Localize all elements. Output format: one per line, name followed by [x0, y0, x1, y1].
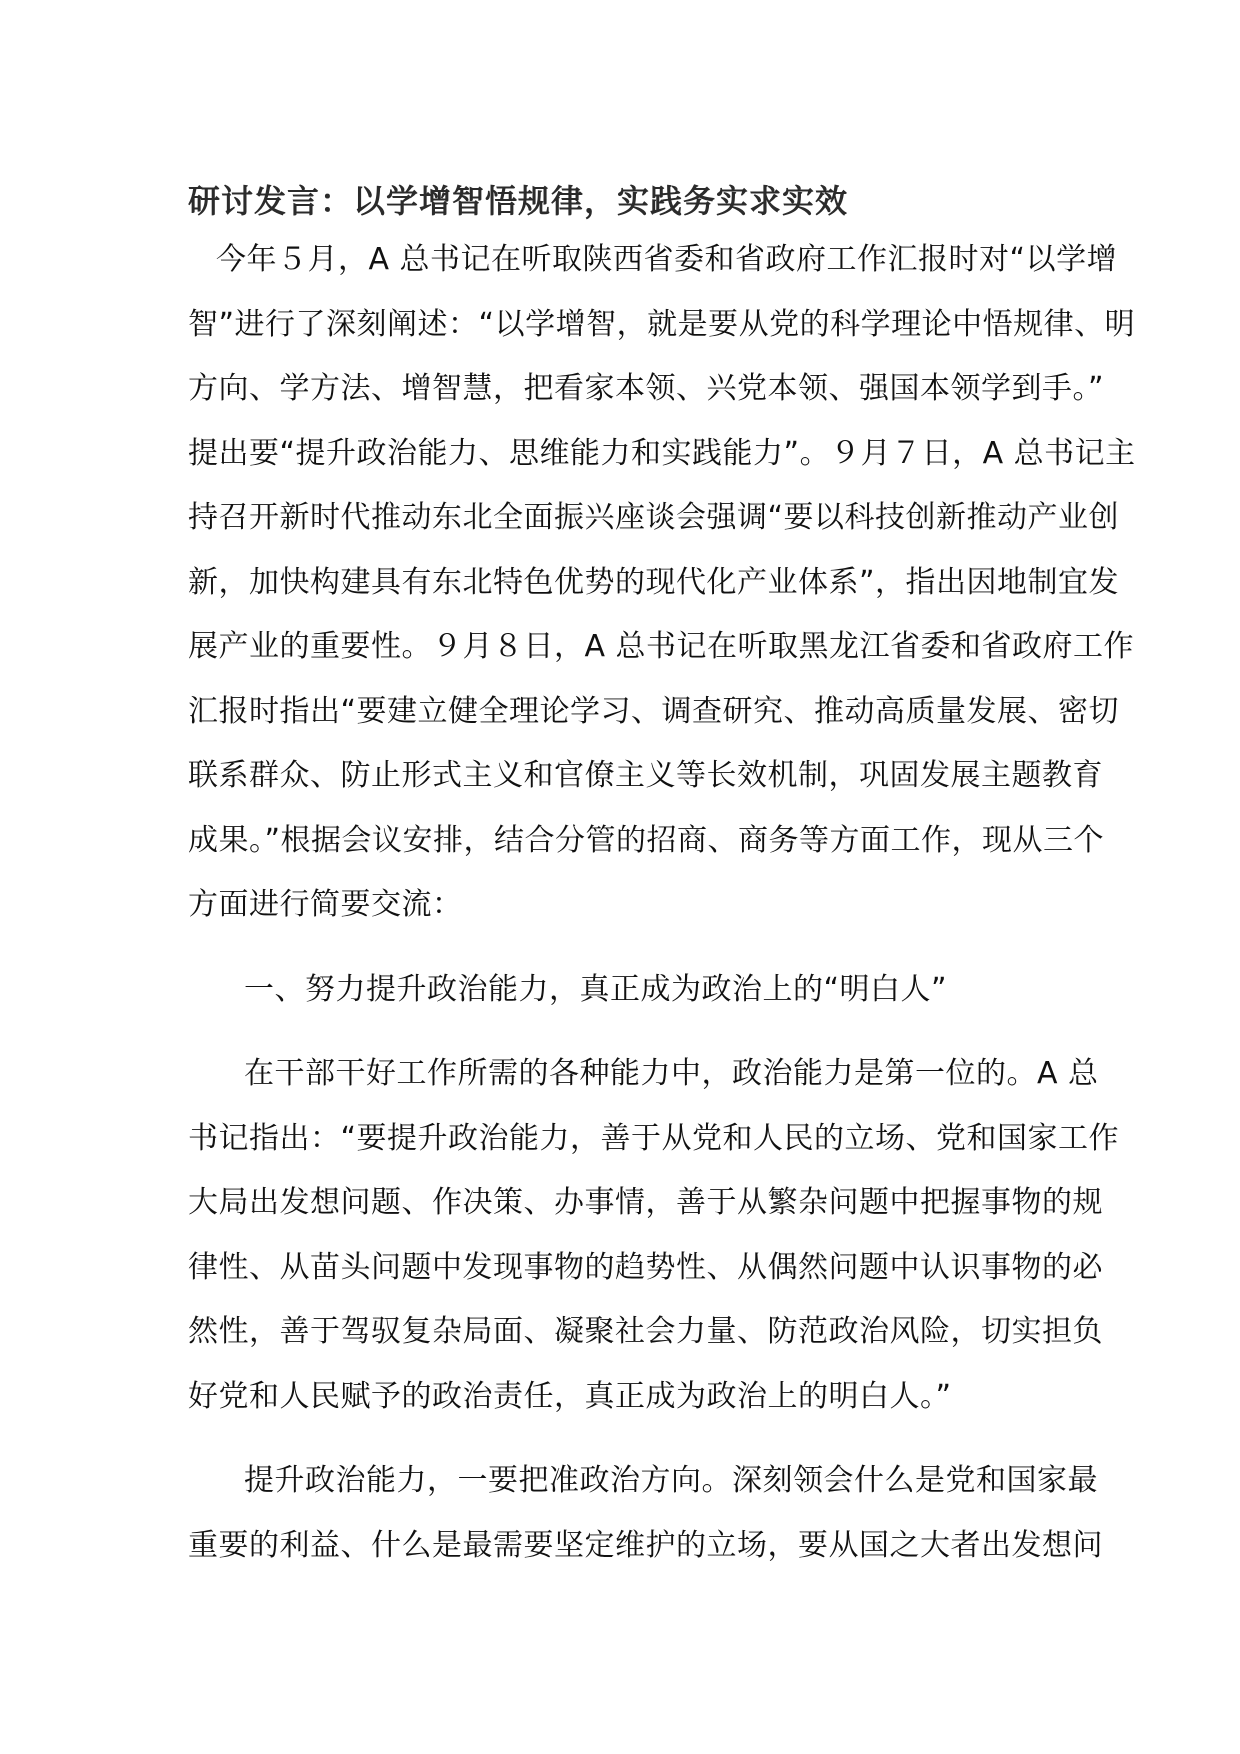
section-heading-text: 一、努力提升政治能力，真正成为政治上的“明白人”: [244, 971, 948, 1007]
text-line: 智”进行了深刻阐述：“以学增智，就是要从党的科学理论中悟规律、明: [188, 306, 1136, 342]
text-line: 大局出发想问题、作决策、办事情，善于从繁杂问题中把握事物的规: [188, 1185, 1103, 1220]
body-paragraph: [188, 1449, 1103, 1578]
text-line: 方面进行简要交流：: [188, 887, 463, 922]
text-line: 成果。”根据会议安排，结合分管的招商、商务等方面工作，现从三个: [188, 822, 1105, 858]
text-line: 书记指出：“要提升政治能力，善于从党和人民的立场、党和国家工作: [188, 1120, 1120, 1156]
document-title: 研讨发言：以学增智悟规律，实践务实求实效: [188, 182, 849, 220]
document-body: [188, 178, 1136, 1578]
text-line: 然性，善于驾驭复杂局面、凝聚社会力量、防范政治风险，切实担负: [188, 1314, 1103, 1349]
text-line: 方向、学方法、增智慧，把看家本领、兴党本领、强国本领学到手。”: [188, 371, 1105, 406]
text-line: 律性、从苗头问题中发现事物的趋势性、从偶然问题中认识事物的必: [188, 1249, 1103, 1285]
text-line: 持召开新时代推动东北全面振兴座谈会强调“要以科技创新推动产业创: [188, 500, 1120, 535]
section-heading: [188, 958, 1054, 1023]
text-line: 提升政治能力，一要把准政治方向。深刻领会什么是党和国家最: [244, 1463, 1098, 1498]
text-line: 联系群众、防止形式主义和官僚主义等长效机制，巩固发展主题教育: [188, 758, 1103, 793]
text-line: 今年５月，A 总书记在听取陕西省委和省政府工作汇报时对“以学增: [216, 242, 1118, 277]
text-line: 展产业的重要性。９月８日，A 总书记在听取黑龙江省委和省政府工作: [188, 629, 1135, 664]
text-line: 新，加快构建具有东北特色优势的现代化产业体系”，指出因地制宜发: [188, 564, 1120, 600]
body-paragraph: [188, 1042, 1120, 1429]
intro-paragraph: [188, 228, 1136, 938]
text-line: 提出要“提升政治能力、思维能力和实践能力”。９月７日，A 总书记主: [188, 435, 1136, 471]
text-line: 在干部干好工作所需的各种能力中，政治能力是第一位的。A 总: [244, 1056, 1099, 1091]
text-line: 汇报时指出“要建立健全理论学习、调查研究、推动高质量发展、密切: [188, 693, 1120, 729]
text-line: 重要的利益、什么是最需要坚定维护的立场，要从国之大者出发想问: [188, 1527, 1103, 1563]
text-line: 好党和人民赋予的政治责任，真正成为政治上的明白人。”: [188, 1378, 952, 1414]
